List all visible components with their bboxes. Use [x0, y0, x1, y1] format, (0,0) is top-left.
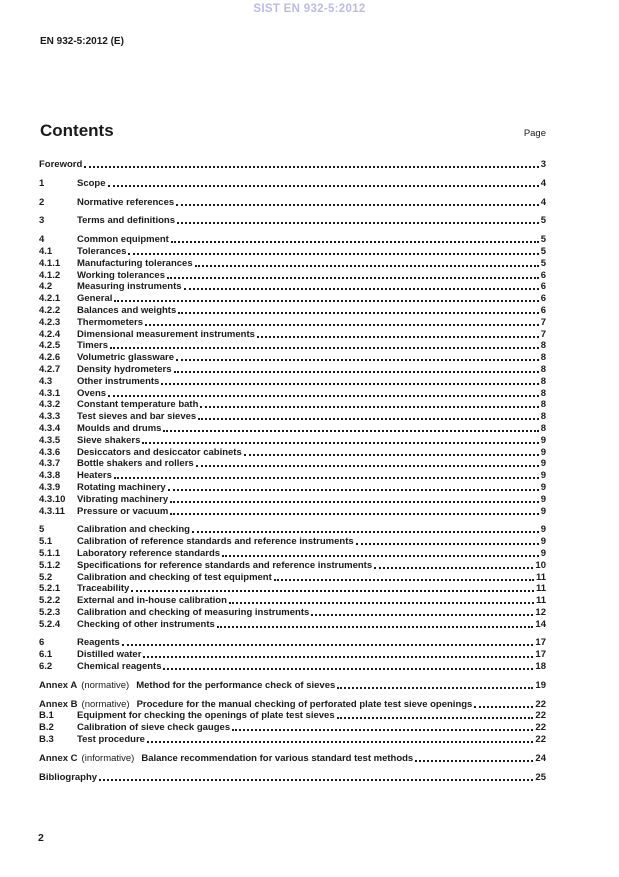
toc-entry-page: 3 [540, 159, 546, 170]
toc-entry-page: 9 [540, 446, 546, 458]
toc-entry-page: 22 [535, 722, 546, 734]
toc-row [39, 340, 546, 352]
toc-row [39, 536, 546, 548]
toc-annex-prefix: Annex C [39, 752, 78, 764]
toc-row [39, 506, 546, 518]
toc-entry-number: 6.2 [39, 661, 53, 673]
toc-entry-label: Measuring instruments [77, 281, 182, 293]
toc-row [39, 734, 546, 746]
toc-entry-number: 5.2.4 [39, 618, 61, 630]
toc-row [39, 197, 546, 209]
toc-entry-page: 24 [535, 752, 546, 764]
toc-entry-page: 22 [535, 698, 546, 710]
toc-dot-leader [147, 734, 533, 743]
toc-dot-leader [143, 649, 533, 658]
toc-entry-page: 8 [540, 375, 546, 387]
toc-dot-leader [163, 423, 538, 432]
toc-entry-page: 9 [540, 434, 546, 446]
toc-dot-leader [474, 699, 533, 708]
toc-entry-label: Tolerances [77, 245, 127, 257]
toc-entry-label: External and in-house calibration [77, 595, 227, 607]
toc-row [39, 159, 546, 171]
toc-entry-number: 4.3.9 [39, 481, 61, 493]
toc-entry-page: 8 [540, 399, 546, 411]
toc-dot-leader [128, 246, 538, 255]
toc-entry-number: 4.2 [39, 281, 53, 293]
toc-entry-number: 4.3.8 [39, 470, 61, 482]
toc-entry-number: 4.3 [39, 375, 53, 387]
toc-entry-page: 7 [540, 328, 546, 340]
toc-entry-label: Dimensional measurement instruments [77, 328, 255, 340]
toc-entry-number: 4.1.2 [39, 269, 61, 281]
toc-entry-label: Pressure or vacuum [77, 505, 169, 517]
toc-entry-label: Vibrating machinery [77, 493, 169, 505]
toc-row [39, 710, 546, 722]
toc-row [39, 234, 546, 246]
toc-entry-number: 6.1 [39, 649, 53, 661]
toc-row [39, 423, 546, 435]
toc-dot-leader [178, 305, 538, 314]
toc-row [39, 772, 546, 784]
toc-row [39, 680, 546, 692]
toc-entry-number: 4.3.1 [39, 387, 61, 399]
toc-row [39, 305, 546, 317]
toc-dot-leader [257, 329, 539, 338]
toc-entry-label: Test procedure [77, 734, 145, 746]
toc-entry-page: 9 [540, 524, 546, 536]
toc-row [39, 699, 546, 711]
page-number: 2 [38, 832, 44, 844]
toc-entry-page: 12 [535, 606, 546, 618]
toc-entry-label: General [77, 293, 113, 305]
toc-row [39, 352, 546, 364]
toc-row [39, 595, 546, 607]
toc-entry-page: 6 [540, 293, 546, 305]
toc-annex-qualifier: (informative) [81, 752, 135, 764]
toc-entry-page: 4 [540, 196, 546, 208]
toc-entry-page: 5 [540, 245, 546, 257]
toc-row [39, 548, 546, 560]
toc-dot-leader [161, 376, 538, 385]
toc-entry-page: 14 [535, 618, 546, 630]
toc-entry-label: Timers [77, 340, 108, 352]
toc-entry-label: Calibration and checking of measuring instruments [77, 606, 310, 618]
toc-entry-page: 8 [540, 363, 546, 375]
toc-entry-label: Density hydrometers [77, 363, 172, 375]
toc-entry-number: 4.3.6 [39, 446, 61, 458]
toc-entry-page: 8 [540, 352, 546, 364]
toc-dot-leader [110, 340, 539, 349]
toc-entry-number: 6 [39, 637, 45, 649]
toc-entry-number: 4.1 [39, 245, 53, 257]
toc-row [39, 178, 546, 190]
toc-entry-label: Specifications for reference standards and reference instruments [77, 559, 373, 571]
toc-entry-number: 4.3.3 [39, 411, 61, 423]
toc-list [39, 159, 546, 783]
toc-dot-leader [163, 661, 533, 670]
toc-entry-label: Calibration of sieve check gauges [77, 722, 231, 734]
toc-entry-label: Moulds and drums [77, 422, 162, 434]
watermark-text: SIST EN 932-5:2012 [253, 3, 366, 15]
toc-dot-leader [84, 159, 538, 168]
toc-entry-number: 4.2.4 [39, 328, 61, 340]
toc-entry-number: 5.1.2 [39, 559, 61, 571]
toc-entry-page: 5 [540, 215, 546, 227]
toc-entry-label: Balances and weights [77, 304, 177, 316]
toc-entry-page: 8 [540, 422, 546, 434]
toc-dot-leader [176, 352, 539, 361]
toc-row [39, 270, 546, 282]
toc-row [39, 470, 546, 482]
toc-dot-leader [131, 583, 534, 592]
toc-dot-leader [174, 364, 539, 373]
toc-row [39, 399, 546, 411]
toc-entry-number: B.1 [39, 710, 54, 722]
toc-entry-label: Balance recommendation for various standard test methods [141, 752, 414, 764]
toc-entry-page: 5 [540, 234, 546, 246]
toc-entry-number: 4.1.1 [39, 257, 61, 269]
toc-entry-page: 9 [540, 536, 546, 548]
toc-entry-page: 18 [535, 661, 546, 673]
toc-entry-label: Desiccators and desiccator cabinets [77, 446, 242, 458]
toc-dot-leader [356, 536, 539, 545]
toc-dot-leader [195, 258, 539, 267]
toc-entry-page: 19 [535, 679, 546, 691]
toc-dot-leader [170, 494, 539, 503]
toc-row [39, 317, 546, 329]
toc-dot-leader [108, 178, 539, 187]
toc-row [39, 722, 546, 734]
toc-row [39, 447, 546, 459]
toc-entry-label: Checking of other instruments [77, 618, 215, 630]
contents-header [40, 121, 546, 141]
toc-row [39, 619, 546, 631]
toc-row [39, 281, 546, 293]
toc-entry-label: Thermometers [77, 316, 143, 328]
toc-entry-label: Distilled water [77, 649, 142, 661]
toc-entry-page: 9 [540, 470, 546, 482]
toc-row [39, 572, 546, 584]
toc-entry-label: Manufacturing tolerances [77, 257, 193, 269]
toc-entry-label: Laboratory reference standards [77, 547, 221, 559]
toc-annex-qualifier: (normative) [81, 698, 130, 710]
toc-entry-number: 5.1.1 [39, 547, 61, 559]
toc-entry-label: Common equipment [77, 234, 169, 246]
toc-entry-number: 4 [39, 234, 45, 246]
toc-annex-prefix: Annex B [39, 698, 78, 710]
toc-entry-number: 4.3.10 [39, 493, 66, 505]
toc-entry-label: Reagents [77, 637, 120, 649]
toc-annex-prefix: Annex A [39, 679, 78, 691]
toc-entry-label: Method for the performance check of sieves [136, 679, 336, 691]
toc-entry-page: 11 [535, 595, 546, 607]
toc-entry-number: 4.2.6 [39, 352, 61, 364]
toc-dot-leader [171, 234, 539, 243]
toc-dot-leader [200, 399, 538, 408]
toc-entry-label: Normative references [77, 196, 175, 208]
toc-dot-leader [192, 524, 539, 533]
toc-entry-number: 5.1 [39, 536, 53, 548]
toc-entry-label: Chemical reagents [77, 661, 162, 673]
toc-entry-page: 5 [540, 257, 546, 269]
toc-dot-leader [415, 753, 533, 762]
toc-row [39, 753, 546, 765]
toc-row [39, 494, 546, 506]
toc-row [39, 246, 546, 258]
toc-row [39, 458, 546, 470]
toc-row [39, 215, 546, 227]
toc-row [39, 560, 546, 572]
toc-entry-label: Scope [77, 177, 106, 189]
toc-entry-page: 25 [535, 771, 546, 783]
toc-entry-number: B.3 [39, 734, 54, 746]
toc-entry-page: 8 [540, 340, 546, 352]
toc-row [39, 435, 546, 447]
toc-entry-number: 4.2.5 [39, 340, 61, 352]
toc-row [39, 411, 546, 423]
toc-dot-leader [167, 270, 539, 279]
toc-dot-leader [337, 680, 533, 689]
toc-entry-page: 9 [540, 505, 546, 517]
toc-entry-page: 4 [540, 177, 546, 189]
toc-entry-page: 10 [535, 559, 546, 571]
toc-row [39, 637, 546, 649]
toc-entry-label: Working tolerances [77, 269, 165, 281]
page-column-label: Page [523, 128, 546, 139]
toc-dot-leader [177, 215, 539, 224]
toc-dot-leader [176, 197, 539, 206]
toc-entry-page: 6 [540, 281, 546, 293]
toc-entry-number: 4.3.7 [39, 458, 61, 470]
toc-row [39, 583, 546, 595]
toc-entry-number: 5.2.2 [39, 595, 61, 607]
toc-dot-leader [168, 482, 539, 491]
toc-entry-page: 17 [535, 637, 546, 649]
toc-row [39, 364, 546, 376]
toc-entry-number: 4.2.7 [39, 363, 61, 375]
toc-dot-leader [184, 281, 539, 290]
toc-dot-leader [196, 458, 539, 467]
toc-entry-page: 22 [535, 734, 546, 746]
toc-entry-label: Ovens [77, 387, 107, 399]
toc-entry-label: Bottle shakers and rollers [77, 458, 194, 470]
toc-entry-page: 8 [540, 387, 546, 399]
toc-entry-label: Volumetric glassware [77, 352, 174, 364]
toc-entry-page: 22 [535, 710, 546, 722]
toc-entry-label: Rotating machinery [77, 481, 166, 493]
toc-dot-leader [122, 637, 534, 646]
toc-entry-page: 8 [540, 411, 546, 423]
toc-annex-qualifier: (normative) [81, 679, 130, 691]
toc-entry-number: 4.2.2 [39, 304, 61, 316]
toc-dot-leader [108, 388, 539, 397]
toc-entry-label: Calibration and checking [77, 524, 190, 536]
toc-dot-leader [229, 595, 534, 604]
toc-entry-page: 9 [540, 481, 546, 493]
toc-row [39, 388, 546, 400]
toc-entry-number: 5 [39, 524, 45, 536]
toc-dot-leader [311, 607, 533, 616]
toc-entry-number: 5.2 [39, 571, 53, 583]
toc-dot-leader [217, 619, 534, 628]
toc-dot-leader [114, 293, 538, 302]
toc-entry-number: 5.2.1 [39, 583, 61, 595]
toc-row [39, 607, 546, 619]
toc-dot-leader [244, 447, 539, 456]
toc-entry-page: 9 [540, 493, 546, 505]
toc-entry-page: 7 [540, 316, 546, 328]
toc-row [39, 482, 546, 494]
toc-entry-page: 9 [540, 458, 546, 470]
toc-row [39, 649, 546, 661]
toc-dot-leader [99, 772, 533, 781]
toc-entry-number: 3 [39, 215, 45, 227]
toc-entry-label: Heaters [77, 470, 112, 482]
toc-entry-page: 6 [540, 269, 546, 281]
toc-entry-label: Other instruments [77, 375, 160, 387]
toc-dot-leader [142, 435, 538, 444]
toc-entry-label: Procedure for the manual checking of perforated plate test sieve openings [136, 698, 473, 710]
toc-entry-label: Equipment for checking the openings of plate test sieves [77, 710, 335, 722]
toc-entry-label: Sieve shakers [77, 434, 141, 446]
toc-entry-label: Bibliography [39, 771, 98, 783]
toc-entry-number: 4.3.2 [39, 399, 61, 411]
toc-entry-page: 6 [540, 304, 546, 316]
toc-dot-leader [337, 710, 534, 719]
doc-reference: EN 932-5:2012 (E) [40, 36, 124, 47]
toc-dot-leader [198, 411, 539, 420]
toc-dot-leader [374, 560, 533, 569]
toc-entry-number: 4.2.1 [39, 293, 61, 305]
toc-entry-number: 4.3.4 [39, 422, 61, 434]
toc-entry-label: Foreword [39, 159, 83, 170]
toc-dot-leader [170, 506, 538, 515]
toc-dot-leader [114, 470, 539, 479]
toc-entry-label: Calibration and checking of test equipment [77, 571, 272, 583]
toc-dot-leader [222, 548, 539, 557]
toc-entry-page: 17 [535, 649, 546, 661]
toc-entry-page: 11 [535, 583, 546, 595]
toc-entry-number: 4.3.5 [39, 434, 61, 446]
contents-title: Contents [40, 121, 114, 140]
toc-entry-label: Constant temperature bath [77, 399, 199, 411]
toc-entry-page: 11 [535, 571, 546, 583]
toc-dot-leader [145, 317, 539, 326]
toc-entry-label: Traceability [77, 583, 130, 595]
toc-entry-page: 9 [540, 547, 546, 559]
toc-row [39, 329, 546, 341]
toc-dot-leader [232, 722, 533, 731]
toc-row [39, 524, 546, 536]
toc-entry-number: 4.2.3 [39, 316, 61, 328]
toc-entry-number: 1 [39, 177, 45, 189]
toc-entry-number: 2 [39, 196, 45, 208]
toc-entry-number: 4.3.11 [39, 505, 65, 517]
toc-entry-label: Terms and definitions [77, 215, 176, 227]
toc-row [39, 293, 546, 305]
toc-dot-leader [274, 572, 534, 581]
toc-entry-label: Calibration of reference standards and reference instruments [77, 536, 354, 548]
toc-entry-number: 5.2.3 [39, 606, 61, 618]
toc-entry-number: B.2 [39, 722, 54, 734]
toc-row [39, 258, 546, 270]
toc-entry-label: Test sieves and bar sieves [77, 411, 197, 423]
toc-row [39, 661, 546, 673]
toc-row [39, 376, 546, 388]
